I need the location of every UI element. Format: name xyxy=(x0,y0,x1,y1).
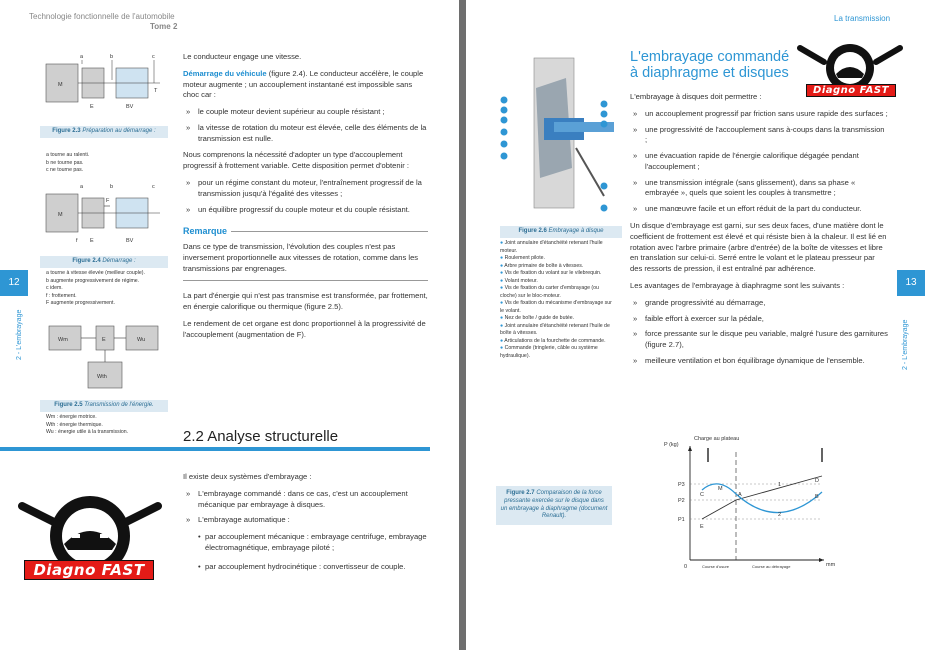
fig24-label-m: M xyxy=(58,212,63,218)
paragraph: Nous comprenons la nécessité d'adopter un type d'accouplement progressif à frottement variable. Cette disposition permet d'obtenir : xyxy=(183,150,409,171)
fig24-label-e: E xyxy=(90,238,94,244)
figure-2-6-legend xyxy=(500,240,616,361)
list-item: » grande progressivité au démarrage, xyxy=(630,298,888,309)
figure-2-7-chart xyxy=(662,432,862,572)
legend-line: Wu : énergie utile à la transmission. xyxy=(46,429,129,436)
legend-line: ● Volant moteur. xyxy=(500,277,538,284)
paragraph: Il existe deux systèmes d'embrayage : xyxy=(183,472,312,481)
list-item: » un équilibre progressif du couple moteur et du couple résistant. xyxy=(183,205,428,216)
list-item: » une évacuation rapide de l'énergie calorifique dégagée pendant l'accouplement ; xyxy=(630,151,888,173)
legend-line: ● Joint annulaire d'étanchéité retenant l'huile moteur. xyxy=(500,240,603,254)
fig23-label-bv: BV xyxy=(126,104,134,110)
legend-line: ● Vis de fixation du carter d'embrayage (ou cloche) sur le bloc-moteur. xyxy=(500,285,599,299)
legend-line: ● Vis de fixation du volant sur le vilebrequin. xyxy=(500,270,602,277)
point-d: D xyxy=(815,478,819,484)
fig25-label-e: E xyxy=(102,337,106,343)
list-item: » le couple moteur devient supérieur au couple résistant ; xyxy=(183,107,428,118)
gear-wrench-icon xyxy=(794,34,906,90)
list-item: » L'embrayage automatique : xyxy=(183,515,428,526)
list-item: » L'embrayage commandé : dans ce cas, c'est un accouplement mécanique par embrayage à disques. xyxy=(183,489,428,511)
paragraph: La part d'énergie qui n'est pas transmise est transformée, par frottement, en énergie calorifique ou thermique (figure 2.5). xyxy=(183,291,428,312)
list-item: • par accouplement hydrocinétique : convertisseur de couple. xyxy=(198,562,428,573)
fig24-label-a: a xyxy=(80,184,84,190)
fig25-label-wth: Wth xyxy=(97,374,107,380)
list-item: » faible effort à exercer sur la pédale, xyxy=(630,314,888,325)
tick-p1: P1 xyxy=(678,517,685,523)
figure-2-5-caption: Figure 2.5 Transmission de l'énergie. xyxy=(40,400,168,412)
running-header: La transmission xyxy=(834,14,891,23)
figure-2-3-legend xyxy=(46,152,166,175)
side-chapter-label: 2 - L'embrayage xyxy=(902,319,909,370)
point-m: M xyxy=(718,486,723,492)
curve-label-1: 1 xyxy=(778,482,782,488)
fig23-label-c: c xyxy=(152,54,155,60)
curve-label-2: 2 xyxy=(778,512,782,518)
legend-line: a tourne au ralenti. xyxy=(46,152,90,158)
figure-2-5-legend xyxy=(46,414,176,437)
logo-label: Diagno FAST xyxy=(24,560,154,580)
legend-line: ● Articulations de la fourchette de commande. xyxy=(500,337,606,344)
section-body xyxy=(183,472,428,580)
bullet-list xyxy=(183,107,428,144)
fig23-label-e: E xyxy=(90,104,94,110)
paragraph: L'embrayage à disques doit permettre : xyxy=(630,92,762,101)
legend-line: c idem. xyxy=(46,285,63,292)
origin-label: 0 xyxy=(684,564,688,570)
fig24-label-c: c xyxy=(152,184,155,190)
legend-line: b augmente progressivement de régime. xyxy=(46,277,140,284)
header-volume: Tome 2 xyxy=(150,22,178,31)
fig24-label-b: b xyxy=(110,184,114,190)
list-item: » force pressante sur le disque peu variable, malgré l'usure des garnitures (figure 2.7), xyxy=(630,329,888,351)
sub-bullet-list xyxy=(198,532,428,572)
section-rule xyxy=(0,447,430,451)
running-header: Technologie fonctionnelle de l'automobile xyxy=(29,12,175,21)
paragraph: Le conducteur engage une vitesse. xyxy=(183,52,302,61)
remark-heading: Remarque xyxy=(183,225,428,238)
point-c: C xyxy=(700,492,704,498)
y-axis-label: P (kg) xyxy=(664,442,679,448)
gear-wrench-icon xyxy=(14,478,166,570)
legend-line: Wm : énergie motrice. xyxy=(46,414,97,420)
point-b: B xyxy=(815,494,819,500)
tick-p2: P2 xyxy=(678,498,685,504)
list-item: » la vitesse de rotation du moteur est élevée, celle des éléments de la transmission est nulle. xyxy=(183,123,428,145)
paragraph: Le rendement de cet organe est donc proportionnel à la progressivité de l'accouplement (augmentation de F). xyxy=(183,319,426,339)
legend-line: c ne tourne pas. xyxy=(46,167,84,174)
figure-2-3-caption: Figure 2.3 Préparation au démarrage : xyxy=(40,126,168,138)
point-e: E xyxy=(700,524,704,530)
right-page xyxy=(466,0,925,650)
legend-line: Wth : énergie thermique. xyxy=(46,421,103,428)
legend-line: a tourne à vitesse élevée (meilleur couple). xyxy=(46,270,145,276)
fig24-label-f: f xyxy=(76,238,78,244)
legend-line: ● Commande (tringlerie, câble ou système hydraulique). xyxy=(500,345,598,359)
list-item: • par accouplement mécanique : embrayage centrifuge, embrayage électromagnétique, embrayage piloté ; xyxy=(198,532,428,554)
figure-2-3-diagram xyxy=(40,50,170,122)
legend-line: ● Roulement pilote. xyxy=(500,255,545,262)
page-number-tab: 13 xyxy=(897,270,925,296)
fig25-label-wu: Wu xyxy=(137,337,146,343)
fig23-label-m: M xyxy=(58,82,63,88)
bullet-list xyxy=(183,489,428,526)
legend-line: ● Nez de boîte / guide de butée. xyxy=(500,315,575,322)
list-item: » pour un régime constant du moteur, l'entraînement progressif de la transmission jusqu'à l'égalité des vitesses ; xyxy=(183,178,428,200)
bullet-list xyxy=(630,109,888,215)
legend-line: ● Arbre primaire de boîte à vitesses. xyxy=(500,262,584,269)
paragraph: Démarrage du véhicule (figure 2.4). Le conducteur accélère, le couple moteur augmente ; un accouplement instantané est impossible sans choc car : xyxy=(183,68,424,100)
list-item: » un accouplement progressif par friction sans usure rapide des surfaces ; xyxy=(630,109,888,120)
legend-line: f : frottement. xyxy=(46,292,77,299)
curve-1 xyxy=(702,476,822,519)
list-item: » meilleure ventilation et bon équilibrage dynamique de l'ensemble. xyxy=(630,356,888,367)
section-title: L'embrayage commandé à diaphragme et disques xyxy=(630,49,790,81)
x-segment-label: Course au débrayage xyxy=(752,564,791,569)
legend-line: b ne tourne pas. xyxy=(46,159,84,166)
tick-p3: P3 xyxy=(678,482,685,488)
fig24-label-force: F xyxy=(106,198,110,204)
point-a: A xyxy=(738,492,742,498)
chart-title: Charge au plateau xyxy=(694,436,740,442)
legend-line: F augmente progressivement. xyxy=(46,300,115,307)
figure-2-7-caption: Figure 2.7 Comparaison de la force pressante exercée sur le disque dans un embrayage à diaphragme (document Renault). xyxy=(496,486,612,525)
paragraph: Un disque d'embrayage est garni, sur ses deux faces, d'une matière dont le coefficient de frottement est élevé et qui résiste bien à la chaleur. Il est lié en rotation avec l'arbre primaire (arbre d'entrée) de la boîte de vitesses et libre en translation sur celui-ci. Serré entre le volant et le plateau presseur par des ressorts de pression, il est entraîné par adhérence. xyxy=(630,221,887,274)
right-text-column xyxy=(630,92,888,373)
fig23-label-a: a xyxy=(80,54,84,60)
list-item: » une transmission intégrale (sans glissement), dans sa phase « embrayée », quels que soient les couples à transmettre ; xyxy=(630,178,888,200)
logo-label: Diagno FAST xyxy=(806,84,896,97)
figure-2-6-illustration xyxy=(496,48,616,220)
x-axis-unit: mm xyxy=(826,562,836,568)
figure-2-4-legend xyxy=(46,270,176,308)
list-item: » une manœuvre facile et un effort réduit de la part du conducteur. xyxy=(630,204,888,215)
diagno-fast-logo xyxy=(14,478,166,590)
figure-2-4-diagram xyxy=(40,180,170,252)
figure-2-5-diagram xyxy=(44,322,174,394)
page-number-tab: 12 xyxy=(0,270,28,296)
legend-line: ● Joint annulaire d'étanchéité retenant l'huile de boîte à vitesses. xyxy=(500,322,610,337)
side-chapter-label: 2 - L'embrayage xyxy=(16,309,23,360)
remark-text: Dans ce type de transmission, l'évolution des couples n'est pas inversement proportionnelle aux vitesses de rotation, comme dans les transmissions par engrenages. xyxy=(183,242,419,273)
paragraph: Les avantages de l'embrayage à diaphragme sont les suivants : xyxy=(630,280,845,290)
x-segment-label: Course d'usure xyxy=(702,564,729,569)
left-text-column xyxy=(183,52,428,347)
bullet-list xyxy=(183,178,428,215)
fig23-label-t: T xyxy=(154,88,158,94)
list-item: » une progressivité de l'accouplement sans à-coups dans la transmission ; xyxy=(630,125,888,147)
figure-2-6-caption: Figure 2.6 Embrayage à disque xyxy=(500,226,622,238)
fig24-label-bv: BV xyxy=(126,238,134,244)
bullet-list xyxy=(630,298,888,367)
legend-line: ● Vis de fixation du mécanisme d'embrayage sur le volant. xyxy=(500,300,612,314)
figure-2-4-caption: Figure 2.4 Démarrage : xyxy=(40,256,168,268)
section-title: 2.2 Analyse structurelle xyxy=(183,428,339,445)
fig25-label-wm: Wm xyxy=(58,337,68,343)
fig23-label-b: b xyxy=(110,54,114,60)
left-page xyxy=(0,0,459,650)
